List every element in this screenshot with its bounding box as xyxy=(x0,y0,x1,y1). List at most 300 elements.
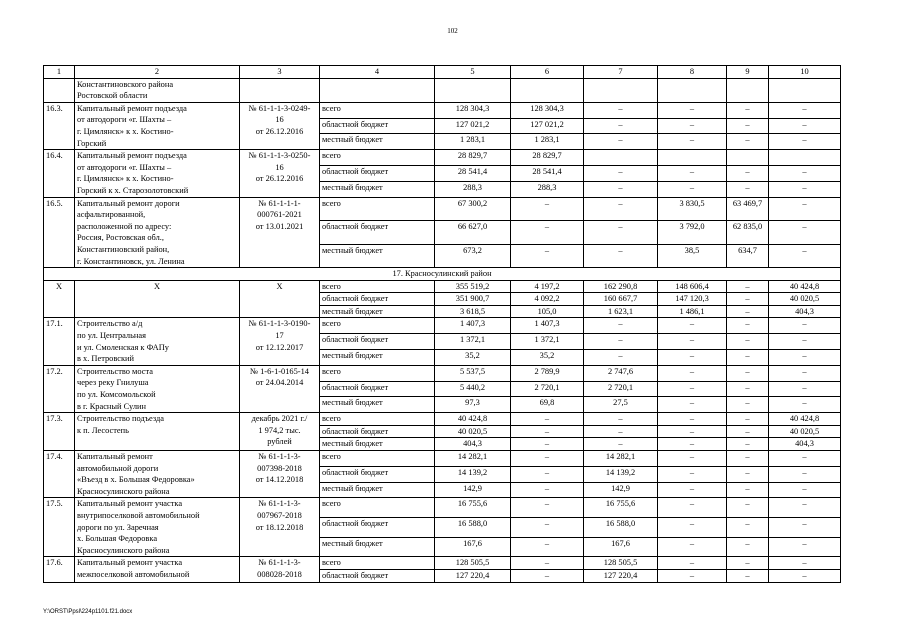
funding-source: областной бюджет xyxy=(320,425,435,438)
amount-cell: – xyxy=(658,498,727,518)
amount-cell: – xyxy=(769,197,841,221)
cell-line: по ул. Комсомольской xyxy=(77,390,156,400)
amount-cell: – xyxy=(584,221,658,245)
amount-cell: 40 424,8 xyxy=(435,413,511,426)
cell-line: по ул. Центральная xyxy=(77,331,146,341)
amount-cell: 2 720,1 xyxy=(584,381,658,397)
empty-cell xyxy=(727,78,769,102)
section-row xyxy=(44,268,841,281)
amount-cell: 404,3 xyxy=(769,305,841,318)
table-row xyxy=(44,413,841,426)
amount-cell: 66 627,0 xyxy=(435,221,511,245)
amount-cell: 35,2 xyxy=(511,350,584,366)
cell-line: и ул. Смоленская к ФАПу xyxy=(77,342,169,352)
amount-cell: 63 469,7 xyxy=(727,197,769,221)
amount-cell: – xyxy=(769,518,841,538)
item-number: X xyxy=(44,280,75,318)
budget-table xyxy=(43,65,841,583)
amount-cell: 67 300,2 xyxy=(435,197,511,221)
funding-source: местный бюджет xyxy=(320,244,435,268)
funding-source: областной бюджет xyxy=(320,221,435,245)
item-document xyxy=(240,78,320,102)
amount-cell: – xyxy=(584,438,658,451)
amount-cell: 14 282,1 xyxy=(584,451,658,467)
funding-source: местный бюджет xyxy=(320,134,435,150)
amount-cell: – xyxy=(727,318,769,334)
column-header: 1 xyxy=(44,66,75,79)
cell-line: от 18.12.2018 xyxy=(255,522,304,532)
cell-line: Строительство моста xyxy=(77,366,153,376)
amount-cell: 1 407,3 xyxy=(511,318,584,334)
amount-cell: – xyxy=(727,165,769,181)
amount-cell: – xyxy=(727,518,769,538)
item-number: 17.6. xyxy=(44,557,75,582)
amount-cell: – xyxy=(727,134,769,150)
amount-cell: – xyxy=(511,569,584,582)
cell-line: от автодороги «г. Шахты – xyxy=(77,115,172,125)
funding-source: всего xyxy=(320,318,435,334)
item-document xyxy=(240,197,320,268)
item-description xyxy=(75,557,240,582)
item-number xyxy=(44,78,75,102)
cell-line: г. Цимлянск» к х. Костино- xyxy=(77,126,174,136)
amount-cell: – xyxy=(727,280,769,293)
amount-cell: – xyxy=(658,537,727,557)
amount-cell: 1 486,1 xyxy=(658,305,727,318)
amount-cell: 28 541,4 xyxy=(435,165,511,181)
column-header: 3 xyxy=(240,66,320,79)
amount-cell: – xyxy=(658,482,727,498)
amount-cell: – xyxy=(658,413,727,426)
amount-cell: – xyxy=(727,451,769,467)
amount-cell: – xyxy=(584,118,658,134)
cell-line: от 26.12.2016 xyxy=(255,174,304,184)
item-number: 16.3. xyxy=(44,102,75,149)
funding-source: областной бюджет xyxy=(320,293,435,306)
amount-cell: – xyxy=(658,466,727,482)
cell-line: X xyxy=(276,281,283,291)
empty-cell xyxy=(511,78,584,102)
amount-cell: – xyxy=(658,451,727,467)
item-document xyxy=(240,413,320,451)
amount-cell: – xyxy=(658,397,727,413)
cell-line: через реку Гнилуша xyxy=(77,378,149,388)
amount-cell: – xyxy=(584,425,658,438)
cell-line: от 26.12.2016 xyxy=(255,126,304,136)
cell-line: Строительство подъезда xyxy=(77,414,165,424)
column-header: 7 xyxy=(584,66,658,79)
amount-cell: 1 283,1 xyxy=(511,134,584,150)
cell-line: Горский к х. Старозолотовский xyxy=(77,185,189,195)
amount-cell: 2 789,9 xyxy=(511,365,584,381)
amount-cell xyxy=(658,150,727,166)
amount-cell: – xyxy=(511,482,584,498)
funding-source: областной бюджет xyxy=(320,165,435,181)
amount-cell: – xyxy=(658,381,727,397)
cell-line: Капитальный ремонт xyxy=(77,452,153,461)
amount-cell: 38,5 xyxy=(658,244,727,268)
amount-cell: – xyxy=(584,244,658,268)
item-description xyxy=(75,150,240,197)
cell-line: к п. Лесостепь xyxy=(77,425,129,435)
cell-line: № 61-1-1-3-0249- xyxy=(248,103,311,113)
cell-line: Горский xyxy=(77,138,107,148)
cell-line: 008028-2018 xyxy=(257,569,302,579)
amount-cell: 142,9 xyxy=(584,482,658,498)
item-document xyxy=(240,365,320,412)
amount-cell: – xyxy=(727,537,769,557)
amount-cell: – xyxy=(658,569,727,582)
item-document xyxy=(240,498,320,557)
amount-cell: – xyxy=(658,165,727,181)
amount-cell: 128 304,3 xyxy=(435,102,511,118)
amount-cell: 40 020,5 xyxy=(435,425,511,438)
funding-source: областной бюджет xyxy=(320,569,435,582)
item-description xyxy=(75,365,240,412)
cell-line: Капитальный ремонт подъезда xyxy=(77,151,187,161)
funding-source: всего xyxy=(320,197,435,221)
amount-cell: 5 537,5 xyxy=(435,365,511,381)
cell-line: расположенной по адресу: xyxy=(77,221,172,231)
column-header: 2 xyxy=(75,66,240,79)
funding-source: всего xyxy=(320,280,435,293)
cell-line: от 24.04.2014 xyxy=(255,378,304,388)
amount-cell: – xyxy=(658,557,727,570)
cell-line: декабрь 2021 г./ xyxy=(251,414,308,424)
cell-line: «Въезд в х. Большая Федоровка» xyxy=(77,475,195,485)
amount-cell: – xyxy=(727,425,769,438)
amount-cell: – xyxy=(769,365,841,381)
cell-line: № 61-1-1-1- xyxy=(258,198,301,208)
amount-cell: – xyxy=(511,537,584,557)
cell-line: № 61-1-1-3-0250- xyxy=(248,151,311,161)
column-header: 9 xyxy=(727,66,769,79)
item-description xyxy=(75,78,240,102)
empty-cell xyxy=(658,78,727,102)
amount-cell: – xyxy=(727,334,769,350)
amount-cell: 35,2 xyxy=(435,350,511,366)
amount-cell: 28 829,7 xyxy=(511,150,584,166)
item-document xyxy=(240,318,320,365)
cell-line: в х. Петровский xyxy=(77,354,134,364)
amount-cell: – xyxy=(511,438,584,451)
amount-cell: – xyxy=(511,221,584,245)
header-row xyxy=(44,66,841,79)
table-body xyxy=(44,78,841,582)
amount-cell: – xyxy=(727,350,769,366)
amount-cell: 40 020,5 xyxy=(769,293,841,306)
amount-cell: – xyxy=(769,350,841,366)
cell-line: № 61-1-1-3-0190- xyxy=(248,319,311,329)
amount-cell: 3 792,0 xyxy=(658,221,727,245)
item-document xyxy=(240,451,320,498)
amount-cell: 3 830,5 xyxy=(658,197,727,221)
amount-cell: 14 139,2 xyxy=(584,466,658,482)
amount-cell: – xyxy=(658,350,727,366)
amount-cell: – xyxy=(584,197,658,221)
amount-cell: – xyxy=(658,318,727,334)
amount-cell: 3 618,5 xyxy=(435,305,511,318)
amount-cell: 27,5 xyxy=(584,397,658,413)
item-number: 17.4. xyxy=(44,451,75,498)
amount-cell: – xyxy=(658,425,727,438)
item-description xyxy=(75,197,240,268)
amount-cell: 288,3 xyxy=(435,181,511,197)
cell-line: от автодороги «г. Шахты – xyxy=(77,162,172,172)
amount-cell: – xyxy=(727,466,769,482)
amount-cell: – xyxy=(727,293,769,306)
item-document xyxy=(240,150,320,197)
amount-cell: – xyxy=(511,244,584,268)
cell-line: Капитальный ремонт участка xyxy=(77,499,183,509)
funding-source: местный бюджет xyxy=(320,305,435,318)
amount-cell: 355 519,2 xyxy=(435,280,511,293)
amount-cell: 634,7 xyxy=(727,244,769,268)
funding-source: местный бюджет xyxy=(320,397,435,413)
item-description xyxy=(75,498,240,557)
amount-cell: – xyxy=(584,318,658,334)
funding-source: областной бюджет xyxy=(320,118,435,134)
amount-cell: 2 720,1 xyxy=(511,381,584,397)
funding-source: областной бюджет xyxy=(320,381,435,397)
amount-cell: – xyxy=(727,569,769,582)
cell-line: Капитальный ремонт участка xyxy=(77,558,183,568)
cell-line: г. Константиновск, ул. Ленина xyxy=(77,256,185,266)
cell-line: Капитальный ремонт подъезда xyxy=(77,103,187,113)
funding-source: всего xyxy=(320,451,435,467)
funding-source: всего xyxy=(320,102,435,118)
amount-cell: 40 424,8 xyxy=(769,413,841,426)
item-document xyxy=(240,102,320,149)
amount-cell: – xyxy=(584,334,658,350)
amount-cell: 2 747,6 xyxy=(584,365,658,381)
amount-cell: – xyxy=(769,102,841,118)
cell-line: в г. Красный Сулин xyxy=(77,401,146,411)
amount-cell: 127 220,4 xyxy=(584,569,658,582)
cell-line: Константиновского района xyxy=(77,79,174,89)
amount-cell: – xyxy=(658,181,727,197)
amount-cell xyxy=(584,150,658,166)
empty-cell xyxy=(320,78,435,102)
amount-cell: – xyxy=(727,181,769,197)
amount-cell: – xyxy=(584,134,658,150)
amount-cell: – xyxy=(511,557,584,570)
cell-line: 000761-2021 xyxy=(257,210,302,220)
amount-cell: 404,3 xyxy=(769,438,841,451)
cell-line: 17 xyxy=(275,331,284,341)
amount-cell: – xyxy=(584,102,658,118)
amount-cell: – xyxy=(769,118,841,134)
amount-cell xyxy=(727,150,769,166)
cell-line: 16 xyxy=(275,162,284,172)
amount-cell: – xyxy=(658,334,727,350)
item-description xyxy=(75,280,240,318)
table-row xyxy=(44,150,841,166)
cell-line: внутрипоселковой автомобильной xyxy=(77,510,200,520)
amount-cell: 167,6 xyxy=(584,537,658,557)
table-row xyxy=(44,451,841,467)
amount-cell: 28 829,7 xyxy=(435,150,511,166)
column-header: 4 xyxy=(320,66,435,79)
cell-line: г. Цимлянск» к х. Костино- xyxy=(77,174,174,184)
cell-line: Константиновский район, xyxy=(77,244,170,254)
page-number: 102 xyxy=(447,27,458,35)
empty-cell xyxy=(584,78,658,102)
amount-cell: – xyxy=(769,537,841,557)
section-title: 17. Красносулинский район xyxy=(44,268,841,281)
amount-cell: 1 372,1 xyxy=(511,334,584,350)
amount-cell: – xyxy=(511,197,584,221)
amount-cell: – xyxy=(727,498,769,518)
amount-cell: 16 755,6 xyxy=(584,498,658,518)
item-number: 16.4. xyxy=(44,150,75,197)
amount-cell: – xyxy=(769,451,841,467)
cell-line: 007967-2018 xyxy=(257,510,302,520)
amount-cell: 148 606,4 xyxy=(658,280,727,293)
amount-cell: 673,2 xyxy=(435,244,511,268)
cell-line: от 14.12.2018 xyxy=(255,475,304,485)
cell-line: X xyxy=(153,281,161,291)
amount-cell: – xyxy=(727,413,769,426)
cell-line: 16 xyxy=(275,115,284,125)
cell-line: автомобильной дороги xyxy=(77,463,159,473)
cell-line: № 61-1-1-3- xyxy=(258,558,301,568)
amount-cell: – xyxy=(511,518,584,538)
amount-cell: – xyxy=(584,181,658,197)
item-number: 17.2. xyxy=(44,365,75,412)
cell-line: асфальтированной, xyxy=(77,210,146,220)
footer-file-path: Y:\ORST\Ppsl\224p1101.f21.docx xyxy=(43,609,133,615)
amount-cell: – xyxy=(769,318,841,334)
item-description xyxy=(75,451,240,498)
amount-cell: – xyxy=(769,569,841,582)
amount-cell: – xyxy=(769,482,841,498)
cell-line: от 13.01.2021 xyxy=(255,221,304,231)
item-number: 17.5. xyxy=(44,498,75,557)
funding-source: местный бюджет xyxy=(320,438,435,451)
amount-cell: – xyxy=(727,381,769,397)
amount-cell: 1 407,3 xyxy=(435,318,511,334)
item-document xyxy=(240,280,320,318)
amount-cell: 167,6 xyxy=(435,537,511,557)
amount-cell: – xyxy=(658,518,727,538)
cell-line: Ростовской области xyxy=(77,91,148,101)
amount-cell: 1 623,1 xyxy=(584,305,658,318)
amount-cell: – xyxy=(511,425,584,438)
funding-source: всего xyxy=(320,150,435,166)
amount-cell: 127 220,4 xyxy=(435,569,511,582)
column-header: 6 xyxy=(511,66,584,79)
amount-cell: – xyxy=(727,118,769,134)
table-row xyxy=(44,498,841,518)
amount-cell: 16 588,0 xyxy=(584,518,658,538)
amount-cell: 28 541,4 xyxy=(511,165,584,181)
amount-cell: – xyxy=(727,102,769,118)
funding-source: местный бюджет xyxy=(320,537,435,557)
amount-cell: – xyxy=(511,413,584,426)
amount-cell: 128 304,3 xyxy=(511,102,584,118)
cell-line: Красносулинского района xyxy=(77,545,170,555)
amount-cell: – xyxy=(727,482,769,498)
column-header: 8 xyxy=(658,66,727,79)
funding-source: всего xyxy=(320,498,435,518)
amount-cell: 128 505,5 xyxy=(435,557,511,570)
amount-cell: 40 424,8 xyxy=(769,280,841,293)
cell-line: рублей xyxy=(267,437,292,447)
column-header: 10 xyxy=(769,66,841,79)
amount-cell: 162 290,8 xyxy=(584,280,658,293)
amount-cell: 288,3 xyxy=(511,181,584,197)
amount-cell: – xyxy=(658,134,727,150)
funding-source: всего xyxy=(320,413,435,426)
table-row xyxy=(44,318,841,334)
cell-line: Россия, Ростовская обл., xyxy=(77,233,164,243)
amount-cell: 128 505,5 xyxy=(584,557,658,570)
amount-cell xyxy=(769,150,841,166)
funding-source: местный бюджет xyxy=(320,350,435,366)
cell-line: дороги по ул. Заречная xyxy=(77,522,159,532)
amount-cell: – xyxy=(769,466,841,482)
amount-cell: – xyxy=(727,397,769,413)
cell-line: Строительство а/д xyxy=(77,319,143,329)
amount-cell: – xyxy=(769,397,841,413)
amount-cell: – xyxy=(769,221,841,245)
amount-cell: 351 900,7 xyxy=(435,293,511,306)
cell-line: 1 974,2 тыс. xyxy=(258,425,301,435)
amount-cell: – xyxy=(769,134,841,150)
item-description xyxy=(75,413,240,451)
amount-cell: – xyxy=(727,305,769,318)
amount-cell: – xyxy=(727,365,769,381)
amount-cell: – xyxy=(727,557,769,570)
amount-cell: – xyxy=(511,498,584,518)
amount-cell: 40 020,5 xyxy=(769,425,841,438)
table-row xyxy=(44,197,841,221)
amount-cell: – xyxy=(769,498,841,518)
table-row xyxy=(44,280,841,293)
amount-cell: – xyxy=(584,350,658,366)
funding-source: областной бюджет xyxy=(320,334,435,350)
amount-cell: 4 092,2 xyxy=(511,293,584,306)
amount-cell: 5 440,2 xyxy=(435,381,511,397)
funding-source: всего xyxy=(320,557,435,570)
amount-cell: 1 283,1 xyxy=(435,134,511,150)
amount-cell: – xyxy=(769,181,841,197)
table-row xyxy=(44,78,841,102)
amount-cell: 4 197,2 xyxy=(511,280,584,293)
funding-source: областной бюджет xyxy=(320,466,435,482)
cell-line: от 12.12.2017 xyxy=(255,342,304,352)
amount-cell: – xyxy=(769,244,841,268)
amount-cell: 69,8 xyxy=(511,397,584,413)
amount-cell: 16 588,0 xyxy=(435,518,511,538)
amount-cell: 105,0 xyxy=(511,305,584,318)
amount-cell: – xyxy=(727,438,769,451)
amount-cell: 14 282,1 xyxy=(435,451,511,467)
amount-cell: – xyxy=(769,165,841,181)
funding-source: местный бюджет xyxy=(320,181,435,197)
amount-cell: 62 835,0 xyxy=(727,221,769,245)
cell-line: Капитальный ремонт дороги xyxy=(77,198,180,208)
amount-cell: 147 120,3 xyxy=(658,293,727,306)
amount-cell: – xyxy=(769,381,841,397)
amount-cell: 97,3 xyxy=(435,397,511,413)
empty-cell xyxy=(435,78,511,102)
funding-source: местный бюджет xyxy=(320,482,435,498)
amount-cell: 14 139,2 xyxy=(435,466,511,482)
amount-cell: – xyxy=(658,118,727,134)
column-header: 5 xyxy=(435,66,511,79)
